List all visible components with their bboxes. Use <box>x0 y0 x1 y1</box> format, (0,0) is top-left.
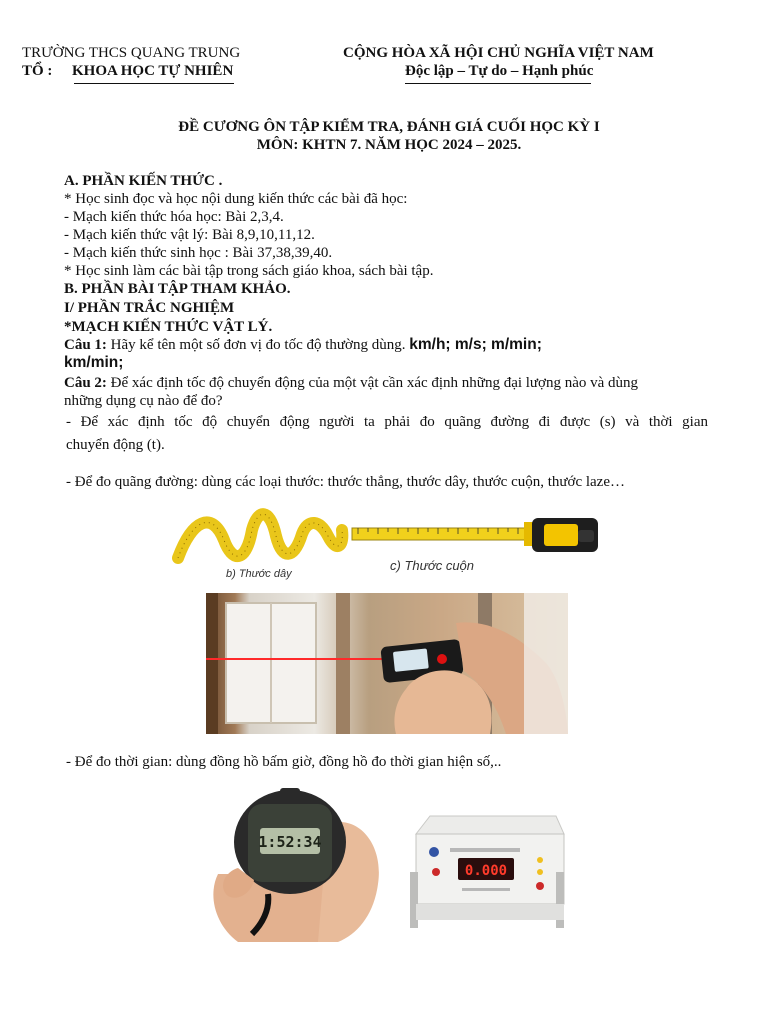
school-name: TRƯỜNG THCS QUANG TRUNG <box>22 45 241 61</box>
section-a-line: - Mạch kiến thức vật lý: Bài 8,9,10,11,12. <box>64 227 315 243</box>
section-a-line: * Học sinh đọc và học nội dung kiến thức các bài đã học: <box>64 191 408 207</box>
section-a-line: * Học sinh làm các bài tập trong sách giáo khoa, sách bài tập. <box>64 263 434 279</box>
motto-underline <box>405 83 591 84</box>
doc-title-line1: ĐỀ CƯƠNG ÔN TẬP KIỂM TRA, ĐÁNH GIÁ CUỐI HỌC KỲ I <box>178 119 600 135</box>
timer-display: 0.000 <box>464 863 508 879</box>
section-a-heading: A. PHẦN KIẾN THỨC . <box>64 173 223 189</box>
question-1-answer-cont: km/min; <box>64 354 124 371</box>
measuring-tapes-image <box>172 500 608 588</box>
answer-2-line2: - Để đo quãng đường: dùng các loại thước: thước thẳng, thước dây, thước cuộn, thước laze… <box>66 474 625 490</box>
stopwatch-image <box>208 784 386 942</box>
doc-title-line2: MÔN: KHTN 7. NĂM HỌC 2024 – 2025. <box>256 137 522 153</box>
section-b-sub1: I/ PHẦN TRẮC NGHIỆM <box>64 300 235 316</box>
question-2-label: Câu 2: <box>64 375 107 391</box>
motto: Độc lập – Tự do – Hạnh phúc <box>405 63 594 79</box>
dept-label: TỔ : <box>22 63 53 79</box>
answer-2-line3: - Để đo thời gian: dùng đồng hồ bấm giờ, đồng hồ đo thời gian hiện số,.. <box>66 754 502 770</box>
laser-meter-image <box>206 593 568 734</box>
nation-title: CỘNG HÒA XÃ HỘI CHỦ NGHĨA VIỆT NAM <box>343 45 654 61</box>
question-2-text-cont: những dụng cụ nào để đo? <box>64 393 223 409</box>
section-a-line: - Mạch kiến thức hóa học: Bài 2,3,4. <box>64 209 284 225</box>
answer-2-line1-cont: chuyển động (t). <box>66 437 165 453</box>
section-b-heading: B. PHẦN BÀI TẬP THAM KHẢO. <box>64 281 291 297</box>
answer-2-line1: - Để xác định tốc độ chuyển động người ta phải đo quãng đường đi được (s) và thời gian <box>66 414 708 430</box>
question-2-text: Để xác định tốc độ chuyển động của một vật cần xác định những đại lượng nào và dùng <box>106 375 639 391</box>
question-1 <box>64 336 542 354</box>
dept-name: KHOA HỌC TỰ NHIÊN <box>72 63 234 79</box>
question-2 <box>64 374 638 392</box>
question-1-text: Hãy kể tên một số đơn vị đo tốc độ thường dùng. <box>106 337 410 353</box>
caption-tape-c: c) Thước cuộn <box>390 558 475 573</box>
question-1-label: Câu 1: <box>64 337 107 353</box>
stopwatch-display: 1:52:34 <box>258 833 322 851</box>
caption-tape-b: b) Thước dây <box>226 568 292 580</box>
laser-meter-icon <box>206 593 568 734</box>
stopwatch-icon <box>208 784 386 942</box>
digital-timer-icon <box>406 812 566 928</box>
section-b-sub2: *MẠCH KIẾN THỨC VẬT LÝ. <box>64 319 273 335</box>
section-a-line: - Mạch kiến thức sinh học : Bài 37,38,39,40. <box>64 245 333 261</box>
digital-timer-image <box>406 812 566 928</box>
question-1-answer: km/h; m/s; m/min; <box>409 336 542 353</box>
dept-underline <box>74 83 234 84</box>
